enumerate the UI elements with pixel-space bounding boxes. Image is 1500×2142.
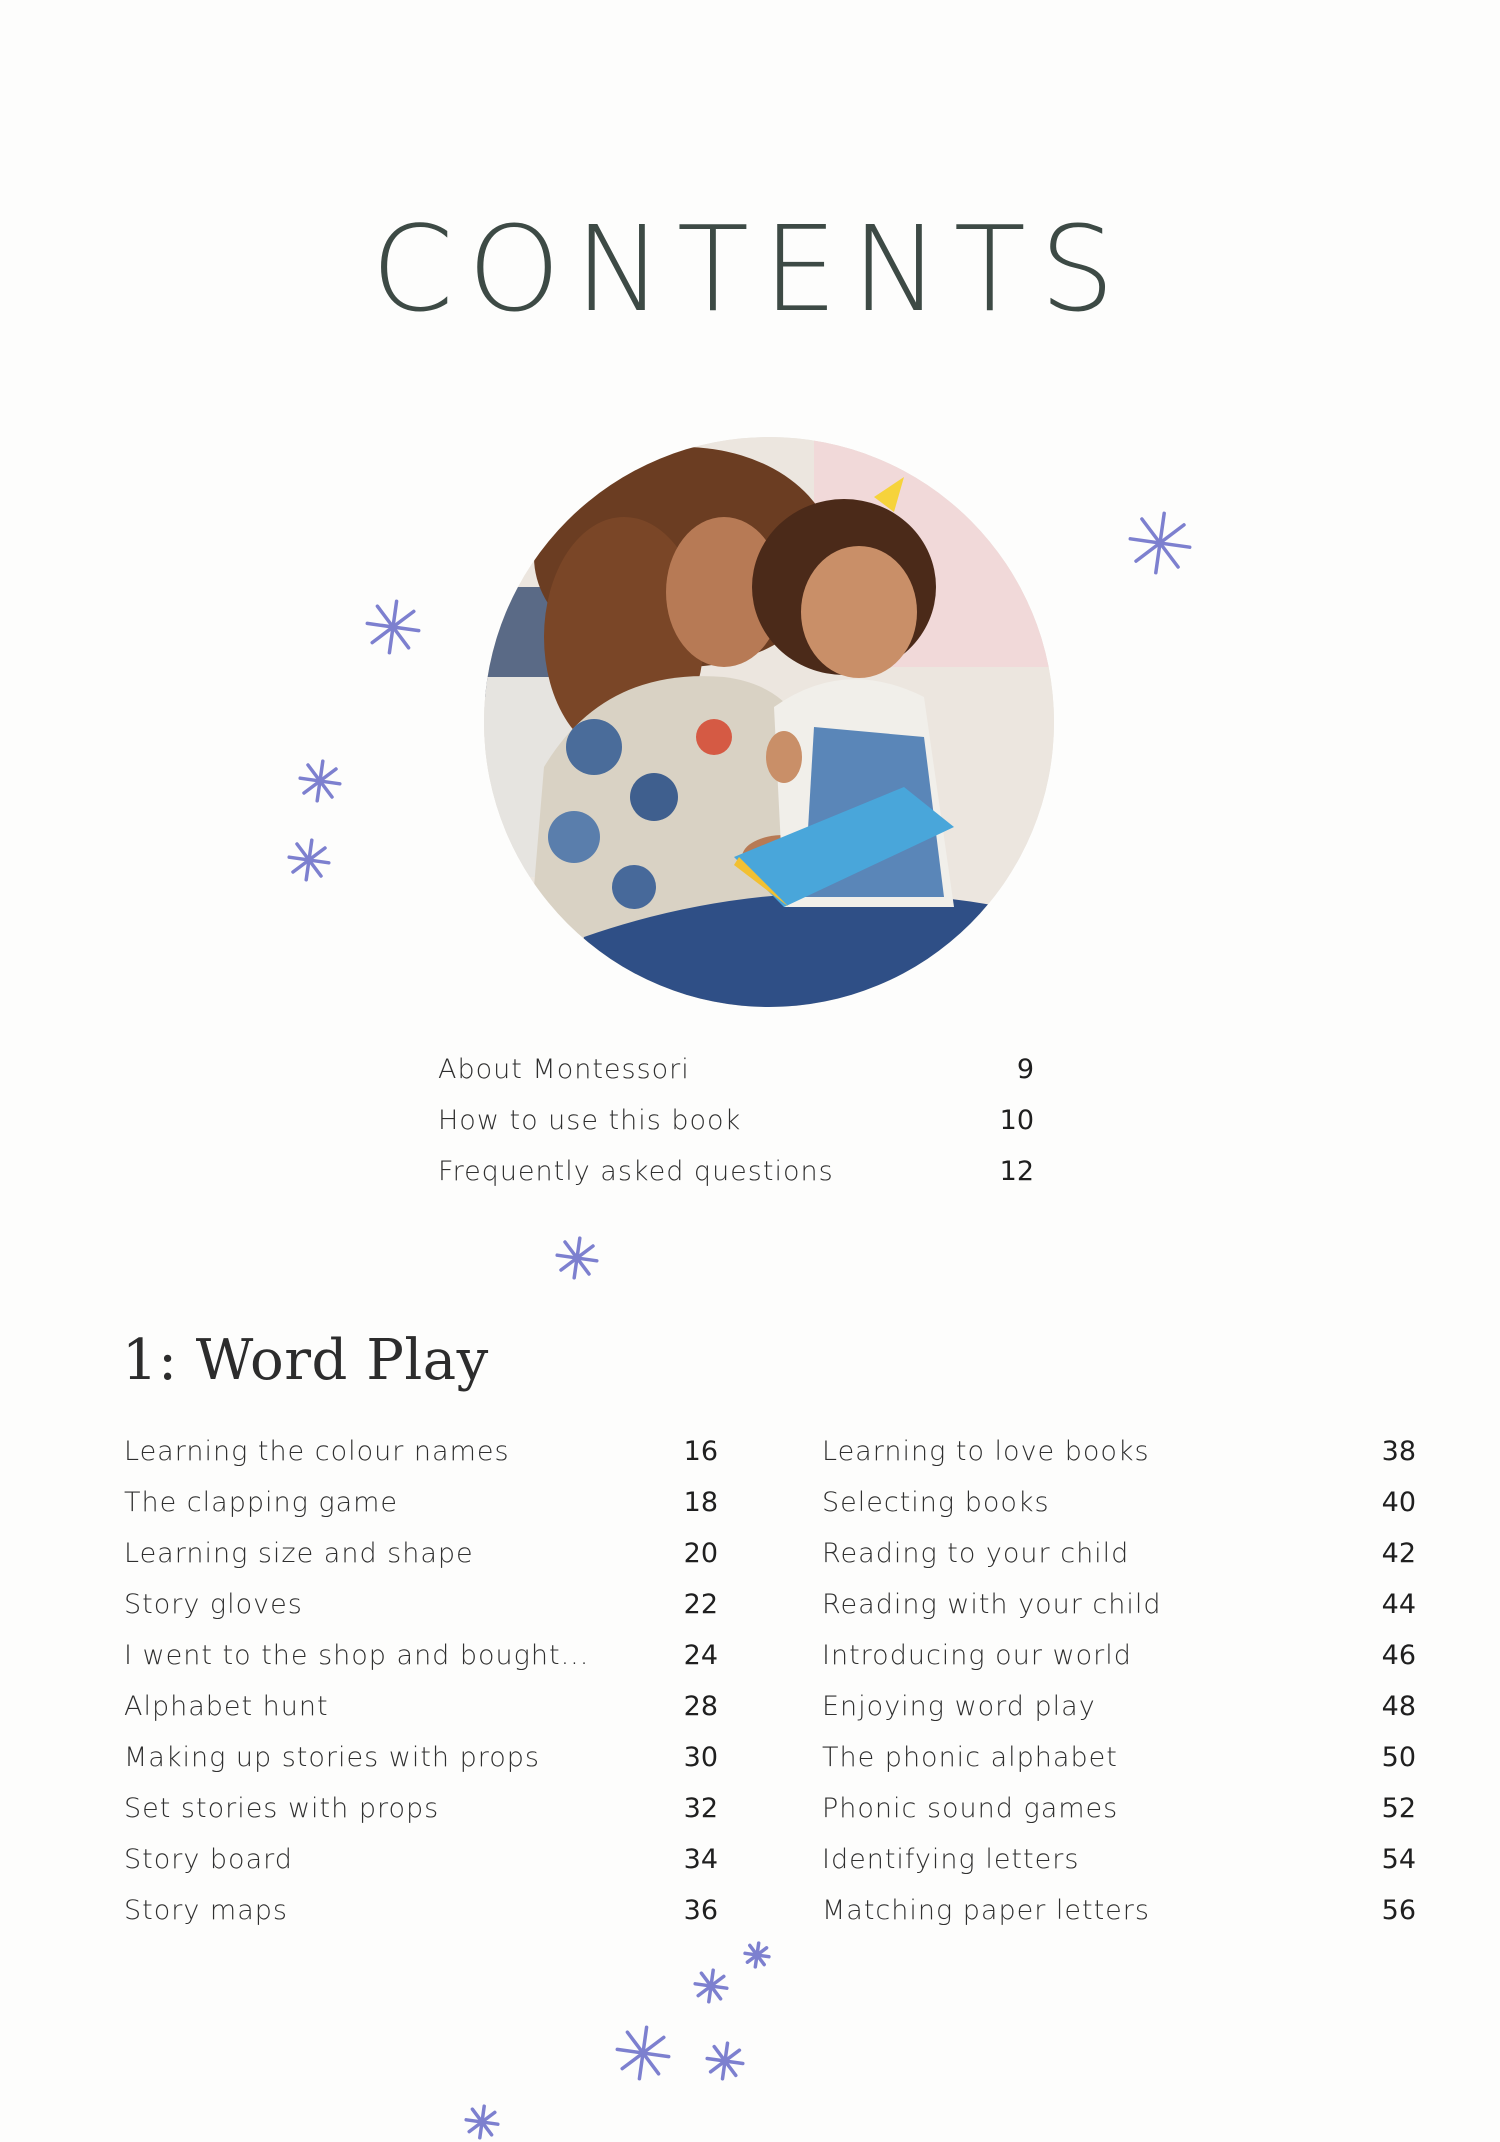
- star-icon: [745, 1943, 769, 1967]
- reading-photo: [484, 437, 1054, 1007]
- toc-entry[interactable]: [124, 1528, 718, 1579]
- toc-entry-page: 44: [1381, 1589, 1416, 1620]
- star-icon: [1130, 513, 1189, 572]
- star-icon: [557, 1238, 597, 1278]
- toc-entry-label: Reading with your child: [822, 1589, 1162, 1620]
- toc-entry-page: 12: [999, 1156, 1034, 1187]
- toc-entry-label: Enjoying word play: [822, 1691, 1096, 1722]
- toc-entry-page: 9: [1016, 1054, 1034, 1085]
- toc-entry-page: 34: [683, 1844, 718, 1875]
- toc-entry[interactable]: [124, 1681, 718, 1732]
- toc-entry-label: Set stories with props: [124, 1793, 440, 1824]
- toc-entry-page: 56: [1381, 1895, 1416, 1926]
- toc-entry[interactable]: [822, 1732, 1416, 1783]
- toc-entry-page: 40: [1381, 1487, 1416, 1518]
- toc-entry-label: Alphabet hunt: [124, 1691, 329, 1722]
- toc-entry[interactable]: [438, 1146, 1034, 1197]
- toc-entry-label: About Montessori: [438, 1054, 690, 1085]
- toc-entry[interactable]: [438, 1095, 1034, 1146]
- toc-entry[interactable]: [822, 1579, 1416, 1630]
- toc-entry-page: 24: [683, 1640, 718, 1671]
- toc-entry-page: 42: [1381, 1538, 1416, 1569]
- toc-entry-page: 32: [683, 1793, 718, 1824]
- toc-entry-page: 10: [999, 1105, 1034, 1136]
- toc-entry-page: 18: [683, 1487, 718, 1518]
- toc-entry[interactable]: [822, 1477, 1416, 1528]
- toc-entry[interactable]: [124, 1732, 718, 1783]
- star-icon: [695, 1970, 727, 2002]
- star-icon: [466, 2106, 498, 2138]
- toc-entry[interactable]: [438, 1044, 1034, 1095]
- toc-entry-page: 48: [1381, 1691, 1416, 1722]
- toc-entry-page: 38: [1381, 1436, 1416, 1467]
- toc-entry-label: Matching paper letters: [822, 1895, 1150, 1926]
- toc-entry[interactable]: [822, 1426, 1416, 1477]
- star-icon: [617, 2027, 668, 2078]
- toc-entry[interactable]: [822, 1528, 1416, 1579]
- toc-entry-label: The phonic alphabet: [822, 1742, 1118, 1773]
- toc-entry[interactable]: [124, 1477, 718, 1528]
- toc-entry-page: 46: [1381, 1640, 1416, 1671]
- toc-entry-label: Selecting books: [822, 1487, 1050, 1518]
- toc-entry-label: I went to the shop and bought...: [124, 1640, 590, 1671]
- toc-column-right: [822, 1426, 1416, 1936]
- star-icon: [300, 761, 340, 801]
- toc-entry-label: Introducing our world: [822, 1640, 1132, 1671]
- toc-entry-page: 20: [683, 1538, 718, 1569]
- toc-entry-label: Frequently asked questions: [438, 1156, 834, 1187]
- toc-entry-label: Learning the colour names: [124, 1436, 510, 1467]
- toc-column-left: [124, 1426, 718, 1936]
- star-icon: [289, 840, 329, 880]
- toc-entry[interactable]: [822, 1630, 1416, 1681]
- toc-entry-label: Learning size and shape: [124, 1538, 474, 1569]
- toc-entry[interactable]: [124, 1834, 718, 1885]
- toc-entry-page: 16: [683, 1436, 718, 1467]
- toc-entry-page: 22: [683, 1589, 718, 1620]
- star-icon: [367, 601, 418, 652]
- toc-entry-label: Phonic sound games: [822, 1793, 1119, 1824]
- toc-entry-page: 52: [1381, 1793, 1416, 1824]
- toc-entry[interactable]: [822, 1783, 1416, 1834]
- toc-entry-page: 30: [683, 1742, 718, 1773]
- toc-entry-page: 36: [683, 1895, 718, 1926]
- toc-entry-label: Making up stories with props: [124, 1742, 540, 1773]
- toc-entry[interactable]: [124, 1630, 718, 1681]
- toc-entry-label: Story maps: [124, 1895, 288, 1926]
- page-title: CONTENTS: [371, 200, 1129, 338]
- toc-entry[interactable]: [124, 1783, 718, 1834]
- toc-entry-page: 28: [683, 1691, 718, 1722]
- toc-entry-label: How to use this book: [438, 1105, 742, 1136]
- star-icon: [707, 2043, 743, 2079]
- toc-entry-label: The clapping game: [124, 1487, 399, 1518]
- toc-entry-label: Identifying letters: [822, 1844, 1080, 1875]
- toc-entry-label: Story board: [124, 1844, 293, 1875]
- toc-entry[interactable]: [822, 1885, 1416, 1936]
- toc-entry-page: 54: [1381, 1844, 1416, 1875]
- intro-list: [438, 1044, 1034, 1197]
- toc-entry[interactable]: [124, 1885, 718, 1936]
- toc-entry-page: 50: [1381, 1742, 1416, 1773]
- toc-entry-label: Learning to love books: [822, 1436, 1150, 1467]
- toc-entry[interactable]: [124, 1579, 718, 1630]
- section-title: 1: Word Play: [122, 1328, 489, 1393]
- toc-entry-label: Story gloves: [124, 1589, 303, 1620]
- toc-entry[interactable]: [822, 1681, 1416, 1732]
- toc-entry[interactable]: [822, 1834, 1416, 1885]
- toc-entry-label: Reading to your child: [822, 1538, 1130, 1569]
- toc-entry[interactable]: [124, 1426, 718, 1477]
